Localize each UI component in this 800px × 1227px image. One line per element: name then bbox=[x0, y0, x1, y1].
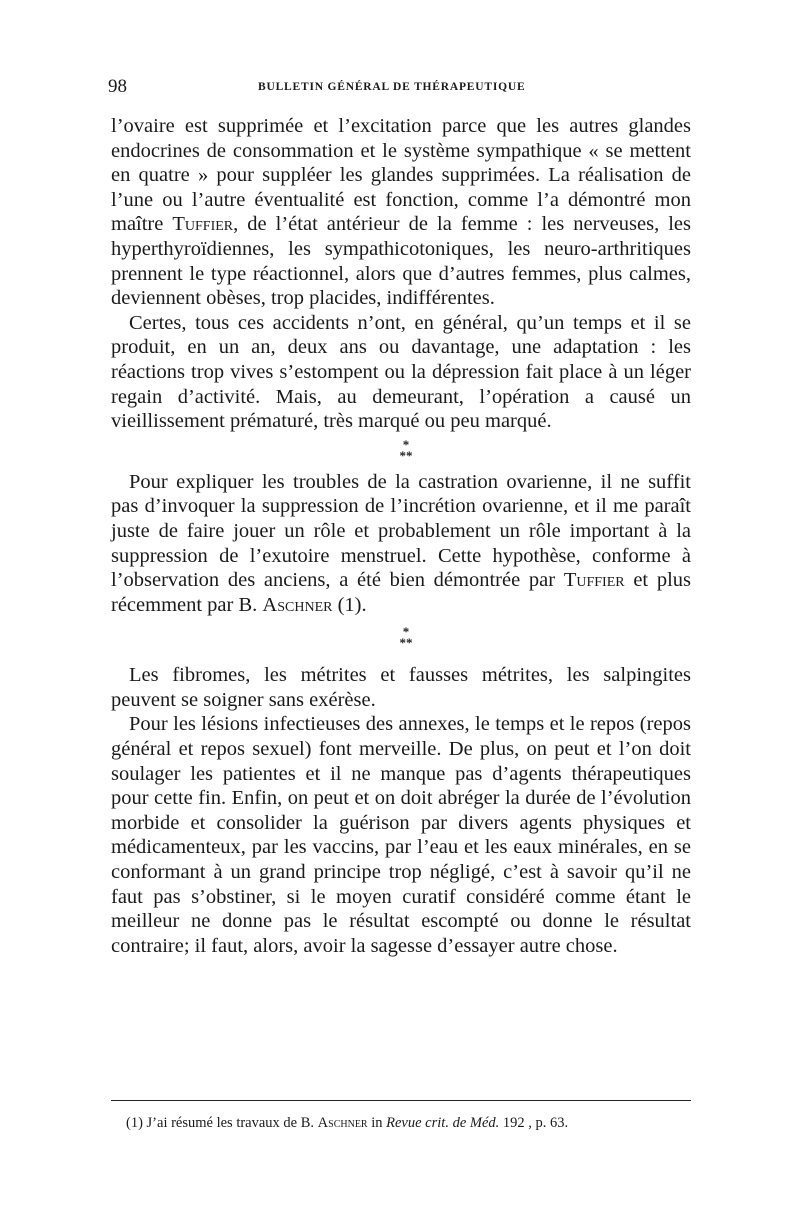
author-name: Tuffier bbox=[172, 213, 234, 236]
running-title: BULLETIN GÉNÉRAL DE THÉRAPEUTIQUE bbox=[258, 81, 526, 93]
paragraph-5: Pour les lésions infectieuses des annexes, le temps et le repos (repos général et repos sexuel) font merveille. De plus, on peut et l’on doit soulager les patientes et il ne manque pas d’agents thérapeutiques pour cette fin. Enfin, on peut et on doit abréger la durée de l’évolution morbide et consolider la guérison par divers agents physiques et médicamenteux, par les vaccins, par l’eau et les eaux minérales, en se conformant à un grand principe trop négligé, c’est à savoir qu’il ne faut pas s’obstiner, si le moyen curatif considéré comme étant le meilleur ne donne pas le résultat escompté ou donne le résultat contraire; il faut, alors, avoir la sagesse d’essayer autre chose. bbox=[111, 713, 691, 957]
body-text bbox=[111, 114, 691, 958]
paragraph-3-text: Pour expliquer les troubles de la castration ovarienne, il ne suffit pas d’invoquer la suppression de l’incrétion ovarienne, et il me paraît juste de faire jouer un rôle et probablement un rôle important à la suppression de l’exutoire menstruel. Cette hypothèse, conforme à l’observation des anciens, a été bien démontrée par bbox=[111, 470, 691, 592]
asterism-divider bbox=[111, 434, 691, 470]
asterism-top: * bbox=[402, 436, 410, 452]
footnote-rule bbox=[111, 1100, 691, 1101]
asterism-bottom: ** bbox=[399, 447, 413, 463]
author-name: Aschner bbox=[262, 593, 333, 616]
footnote bbox=[126, 1115, 568, 1132]
asterism-bottom: ** bbox=[399, 635, 413, 651]
footnote-tail: 192 , p. 63. bbox=[499, 1115, 569, 1131]
paragraph-3-mid: et plus récemment par B. bbox=[111, 569, 691, 616]
paragraph-3 bbox=[111, 470, 691, 618]
page-number: 98 bbox=[108, 76, 127, 97]
journal-title: Revue crit. de Méd. bbox=[386, 1115, 500, 1131]
paragraph-1-text: l’ovaire est supprimée et l’excitation parce que les autres glandes endocrines de consommation et le système sympathique « se mettent en quatre » pour suppléer les glandes supprimées. La réalisation de l’une ou l’autre éventualité est fonction, comme l’a démontré mon maître bbox=[111, 115, 691, 236]
author-name: Tuffier bbox=[563, 569, 625, 592]
footnote-mid: in bbox=[367, 1115, 387, 1131]
paragraph-1 bbox=[111, 114, 691, 311]
asterism-top: * bbox=[402, 624, 410, 640]
paragraph-4: Les fibromes, les métrites et fausses métrites, les salpingites peuvent se soigner sans exérèse. bbox=[111, 664, 691, 711]
footnote-ref: (1). bbox=[332, 593, 367, 616]
asterism-divider bbox=[111, 617, 691, 663]
footnote-lead: (1) J’ai résumé les travaux de B. bbox=[126, 1115, 315, 1131]
paragraph-2: Certes, tous ces accidents n’ont, en général, qu’un temps et il se produit, en un an, deux ans ou davantage, une adaptation : les réactions trop vives s’estompent ou la dépression fait place à un léger regain d’activité. Mais, au demeurant, l’opération a causé un vieillissement prématuré, très marqué ou peu marqué. bbox=[111, 311, 691, 433]
paragraph-1-tail: , de l’état antérieur de la femme : les nerveuses, les hyperthyroïdiennes, les sympathicotoniques, les neuro-arthritiques prennent le type réactionnel, alors que d’autres femmes, plus calmes, deviennent obèses, trop placides, indifférentes. bbox=[111, 213, 691, 310]
footnote-author: Aschner bbox=[317, 1115, 368, 1131]
